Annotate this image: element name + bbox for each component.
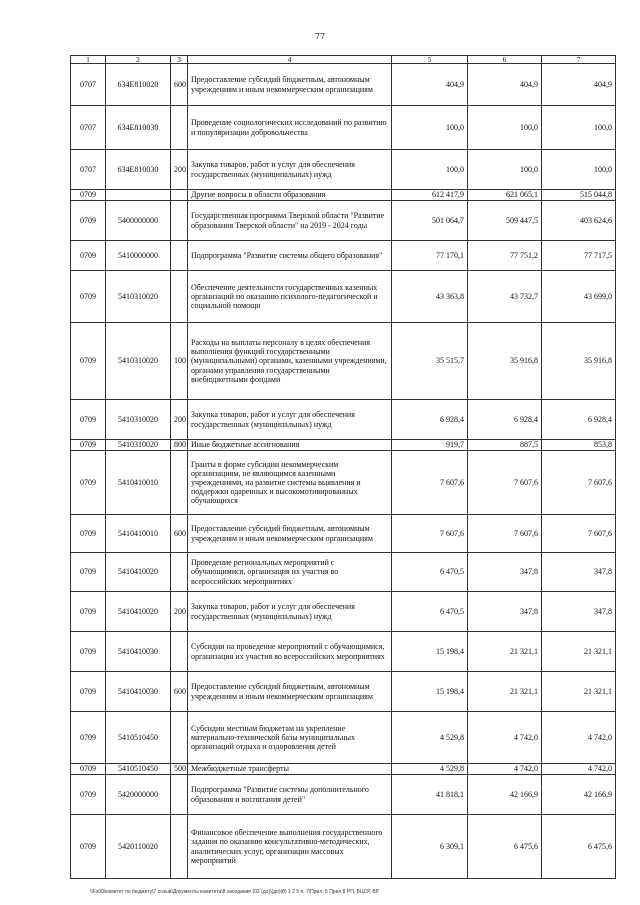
page-number: 77	[314, 32, 326, 41]
amount-col6-cell: 6 475,6	[468, 815, 542, 879]
amount-col7-cell: 100,0	[542, 150, 616, 190]
amount-col5-cell: 100,0	[392, 150, 468, 190]
table-row	[71, 440, 616, 451]
expense-type-cell	[171, 271, 188, 323]
amount-col7-cell: 35 916,8	[542, 323, 616, 400]
amount-col6-cell: 347,8	[468, 592, 542, 632]
target-article-cell: 5400000000	[106, 201, 171, 241]
section-cell: 0707	[71, 150, 106, 190]
expense-type-cell: 100	[171, 323, 188, 400]
section-cell: 0709	[71, 241, 106, 271]
table-row	[71, 201, 616, 241]
amount-col5-cell: 6 309,1	[392, 815, 468, 879]
section-cell: 0709	[71, 815, 106, 879]
target-article-cell: 634E810030	[106, 150, 171, 190]
column-header: 1	[71, 56, 106, 64]
section-cell: 0709	[71, 764, 106, 775]
section-cell: 0709	[71, 515, 106, 553]
amount-col7-cell: 515 044,8	[542, 190, 616, 201]
target-article-cell: 5410510450	[106, 712, 171, 764]
amount-col6-cell: 509 447,5	[468, 201, 542, 241]
section-cell: 0709	[71, 592, 106, 632]
amount-col6-cell: 21 321,1	[468, 632, 542, 672]
item-name-cell: Гранты в форме субсидии некоммерческим организациям, не являющимся казенными учреждениями, на развитие системы выявления и поддержки одаренных и высокомотивированных обучающихся	[188, 451, 392, 515]
amount-col6-cell: 43 732,7	[468, 271, 542, 323]
table-row	[71, 150, 616, 190]
section-cell: 0709	[71, 775, 106, 815]
section-cell: 0709	[71, 323, 106, 400]
footer-file-path: \\Fs00\комитет по бюджету\7 созыв\Документы комитета\8 заседание (02 (до)\(до)(8) 1 2 5 п. 7\Прил. 5 Прил 8 РП, ВЦСР, ВР	[90, 889, 380, 895]
expense-type-cell: 600	[171, 515, 188, 553]
table-row	[71, 190, 616, 201]
amount-col7-cell: 21 321,1	[542, 672, 616, 712]
target-article-cell: 5410310020	[106, 400, 171, 440]
item-name-cell: Подпрограмма "Развитие системы общего образования"	[188, 241, 392, 271]
amount-col6-cell: 21 321,1	[468, 672, 542, 712]
section-cell: 0707	[71, 106, 106, 150]
amount-col5-cell: 15 198,4	[392, 632, 468, 672]
section-cell: 0709	[71, 440, 106, 451]
expense-type-cell: 500	[171, 764, 188, 775]
amount-col6-cell: 4 742,0	[468, 712, 542, 764]
amount-col7-cell: 853,8	[542, 440, 616, 451]
target-article-cell: 634E810020	[106, 64, 171, 106]
amount-col7-cell: 403 624,6	[542, 201, 616, 241]
amount-col5-cell: 7 607,6	[392, 515, 468, 553]
section-cell: 0709	[71, 712, 106, 764]
section-cell: 0709	[71, 451, 106, 515]
expense-type-cell: 200	[171, 400, 188, 440]
item-name-cell: Закупка товаров, работ и услуг для обеспечения государственных (муниципальных) нужд	[188, 400, 392, 440]
amount-col6-cell: 42 166,9	[468, 775, 542, 815]
amount-col7-cell: 7 607,6	[542, 515, 616, 553]
amount-col5-cell: 7 607,6	[392, 451, 468, 515]
amount-col6-cell: 7 607,6	[468, 515, 542, 553]
amount-col6-cell: 7 607,6	[468, 451, 542, 515]
expense-type-cell	[171, 712, 188, 764]
expense-type-cell	[171, 106, 188, 150]
expense-type-cell: 800	[171, 440, 188, 451]
amount-col7-cell: 77 717,5	[542, 241, 616, 271]
expense-type-cell	[171, 815, 188, 879]
table-row	[71, 553, 616, 592]
amount-col7-cell: 4 742,0	[542, 712, 616, 764]
table-row	[71, 775, 616, 815]
expense-type-cell: 200	[171, 592, 188, 632]
item-name-cell: Финансовое обеспечение выполнения государственного задания по оказанию консультативно-методических, аналитических услуг, организации массовых мероприятий	[188, 815, 392, 879]
item-name-cell: Субсидии местным бюджетам на укрепление материально-технической базы муниципальных организаций отдыха и оздоровления детей	[188, 712, 392, 764]
table-row	[71, 400, 616, 440]
amount-col6-cell: 887,5	[468, 440, 542, 451]
section-cell: 0709	[71, 271, 106, 323]
amount-col5-cell: 6 470,5	[392, 592, 468, 632]
item-name-cell: Закупка товаров, работ и услуг для обеспечения государственных (муниципальных) нужд	[188, 150, 392, 190]
table-row	[71, 241, 616, 271]
target-article-cell: 5410410010	[106, 515, 171, 553]
amount-col7-cell: 7 607,6	[542, 451, 616, 515]
item-name-cell: Другие вопросы в области образования	[188, 190, 392, 201]
target-article-cell: 5410000000	[106, 241, 171, 271]
target-article-cell: 5420110020	[106, 815, 171, 879]
item-name-cell: Предоставление субсидий бюджетным, автономным учреждениям и иным некоммерческим организациям	[188, 64, 392, 106]
amount-col7-cell: 100,0	[542, 106, 616, 150]
column-header: 4	[188, 56, 392, 64]
section-cell: 0709	[71, 632, 106, 672]
amount-col7-cell: 42 166,9	[542, 775, 616, 815]
item-name-cell: Обеспечение деятельности государственных казенных организаций по оказанию психолого-педагогической и социальной помощи	[188, 271, 392, 323]
amount-col5-cell: 15 198,4	[392, 672, 468, 712]
amount-col6-cell: 77 751,2	[468, 241, 542, 271]
amount-col5-cell: 77 170,1	[392, 241, 468, 271]
amount-col7-cell: 21 321,1	[542, 632, 616, 672]
amount-col7-cell: 347,8	[542, 592, 616, 632]
expense-type-cell	[171, 553, 188, 592]
target-article-cell: 5410510450	[106, 764, 171, 775]
table-row	[71, 323, 616, 400]
column-header: 7	[542, 56, 616, 64]
amount-col5-cell: 100,0	[392, 106, 468, 150]
target-article-cell: 5410310020	[106, 323, 171, 400]
amount-col7-cell: 6 475,6	[542, 815, 616, 879]
item-name-cell: Субсидии на проведение мероприятий с обучающимися, организация их участия во всероссийских мероприятиях	[188, 632, 392, 672]
section-cell: 0709	[71, 672, 106, 712]
amount-col6-cell: 100,0	[468, 106, 542, 150]
target-article-cell: 5410410030	[106, 672, 171, 712]
amount-col6-cell: 35 916,8	[468, 323, 542, 400]
amount-col7-cell: 43 699,0	[542, 271, 616, 323]
target-article-cell: 5410410020	[106, 592, 171, 632]
table-row	[71, 64, 616, 106]
table-row	[71, 451, 616, 515]
table-row	[71, 815, 616, 879]
section-cell: 0709	[71, 201, 106, 241]
item-name-cell: Государственная программа Тверской области "Развитие образования Тверской области" на 2019 - 2024 годы	[188, 201, 392, 241]
expense-type-cell: 200	[171, 150, 188, 190]
table-row	[71, 712, 616, 764]
expense-type-cell	[171, 201, 188, 241]
table-row	[71, 271, 616, 323]
item-name-cell: Подпрограмма "Развитие системы дополнительного образования и воспитания детей"	[188, 775, 392, 815]
table-body	[71, 64, 616, 879]
table-row	[71, 672, 616, 712]
item-name-cell: Закупка товаров, работ и услуг для обеспечения государственных (муниципальных) нужд	[188, 592, 392, 632]
amount-col5-cell: 6 928,4	[392, 400, 468, 440]
amount-col5-cell: 35 515,7	[392, 323, 468, 400]
expense-type-cell	[171, 632, 188, 672]
amount-col5-cell: 41 818,1	[392, 775, 468, 815]
expense-type-cell: 600	[171, 672, 188, 712]
amount-col5-cell: 4 529,8	[392, 712, 468, 764]
amount-col7-cell: 6 928,4	[542, 400, 616, 440]
item-name-cell: Проведение социологических исследований по развитию и популяризации добровольчества	[188, 106, 392, 150]
amount-col5-cell: 6 470,5	[392, 553, 468, 592]
target-article-cell: 5410410020	[106, 553, 171, 592]
item-name-cell: Проведение региональных мероприятий с обучающимися, организация их участия во всероссийских мероприятиях	[188, 553, 392, 592]
budget-table	[70, 55, 616, 879]
amount-col7-cell: 4 742,0	[542, 764, 616, 775]
target-article-cell	[106, 190, 171, 201]
amount-col7-cell: 347,8	[542, 553, 616, 592]
column-header: 5	[392, 56, 468, 64]
section-cell: 0707	[71, 64, 106, 106]
table-row	[71, 632, 616, 672]
amount-col5-cell: 612 417,9	[392, 190, 468, 201]
amount-col6-cell: 621 065,1	[468, 190, 542, 201]
item-name-cell: Предоставление субсидий бюджетным, автономным учреждениям и иным некоммерческим организациям	[188, 672, 392, 712]
table-row	[71, 764, 616, 775]
amount-col6-cell: 100,0	[468, 150, 542, 190]
section-cell: 0709	[71, 190, 106, 201]
target-article-cell: 5410310020	[106, 271, 171, 323]
target-article-cell: 5410410010	[106, 451, 171, 515]
section-cell: 0709	[71, 553, 106, 592]
column-header: 3	[171, 56, 188, 64]
amount-col6-cell: 6 928,4	[468, 400, 542, 440]
amount-col6-cell: 347,8	[468, 553, 542, 592]
table-row	[71, 592, 616, 632]
table-row	[71, 515, 616, 553]
target-article-cell: 5420000000	[106, 775, 171, 815]
column-header: 6	[468, 56, 542, 64]
amount-col6-cell: 404,9	[468, 64, 542, 106]
target-article-cell: 5410310020	[106, 440, 171, 451]
expense-type-cell	[171, 451, 188, 515]
item-name-cell: Расходы на выплаты персоналу в целях обеспечения выполнения функций государственными (муниципальными) органами, казенными учреждениями, органами управления государственными внебюджетными фондами	[188, 323, 392, 400]
amount-col7-cell: 404,9	[542, 64, 616, 106]
amount-col5-cell: 43 363,8	[392, 271, 468, 323]
item-name-cell: Предоставление субсидий бюджетным, автономным учреждениям и иным некоммерческим организациям	[188, 515, 392, 553]
header-row	[71, 56, 616, 64]
amount-col5-cell: 919,7	[392, 440, 468, 451]
amount-col6-cell: 4 742,0	[468, 764, 542, 775]
column-header: 2	[106, 56, 171, 64]
expense-type-cell	[171, 190, 188, 201]
expense-type-cell: 600	[171, 64, 188, 106]
target-article-cell: 634E810030	[106, 106, 171, 150]
expense-type-cell	[171, 775, 188, 815]
amount-col5-cell: 4 529,8	[392, 764, 468, 775]
amount-col5-cell: 404,9	[392, 64, 468, 106]
target-article-cell: 5410410030	[106, 632, 171, 672]
amount-col5-cell: 501 064,7	[392, 201, 468, 241]
table-row	[71, 106, 616, 150]
item-name-cell: Иные бюджетные ассигнования	[188, 440, 392, 451]
item-name-cell: Межбюджетные трансферты	[188, 764, 392, 775]
expense-type-cell	[171, 241, 188, 271]
section-cell: 0709	[71, 400, 106, 440]
